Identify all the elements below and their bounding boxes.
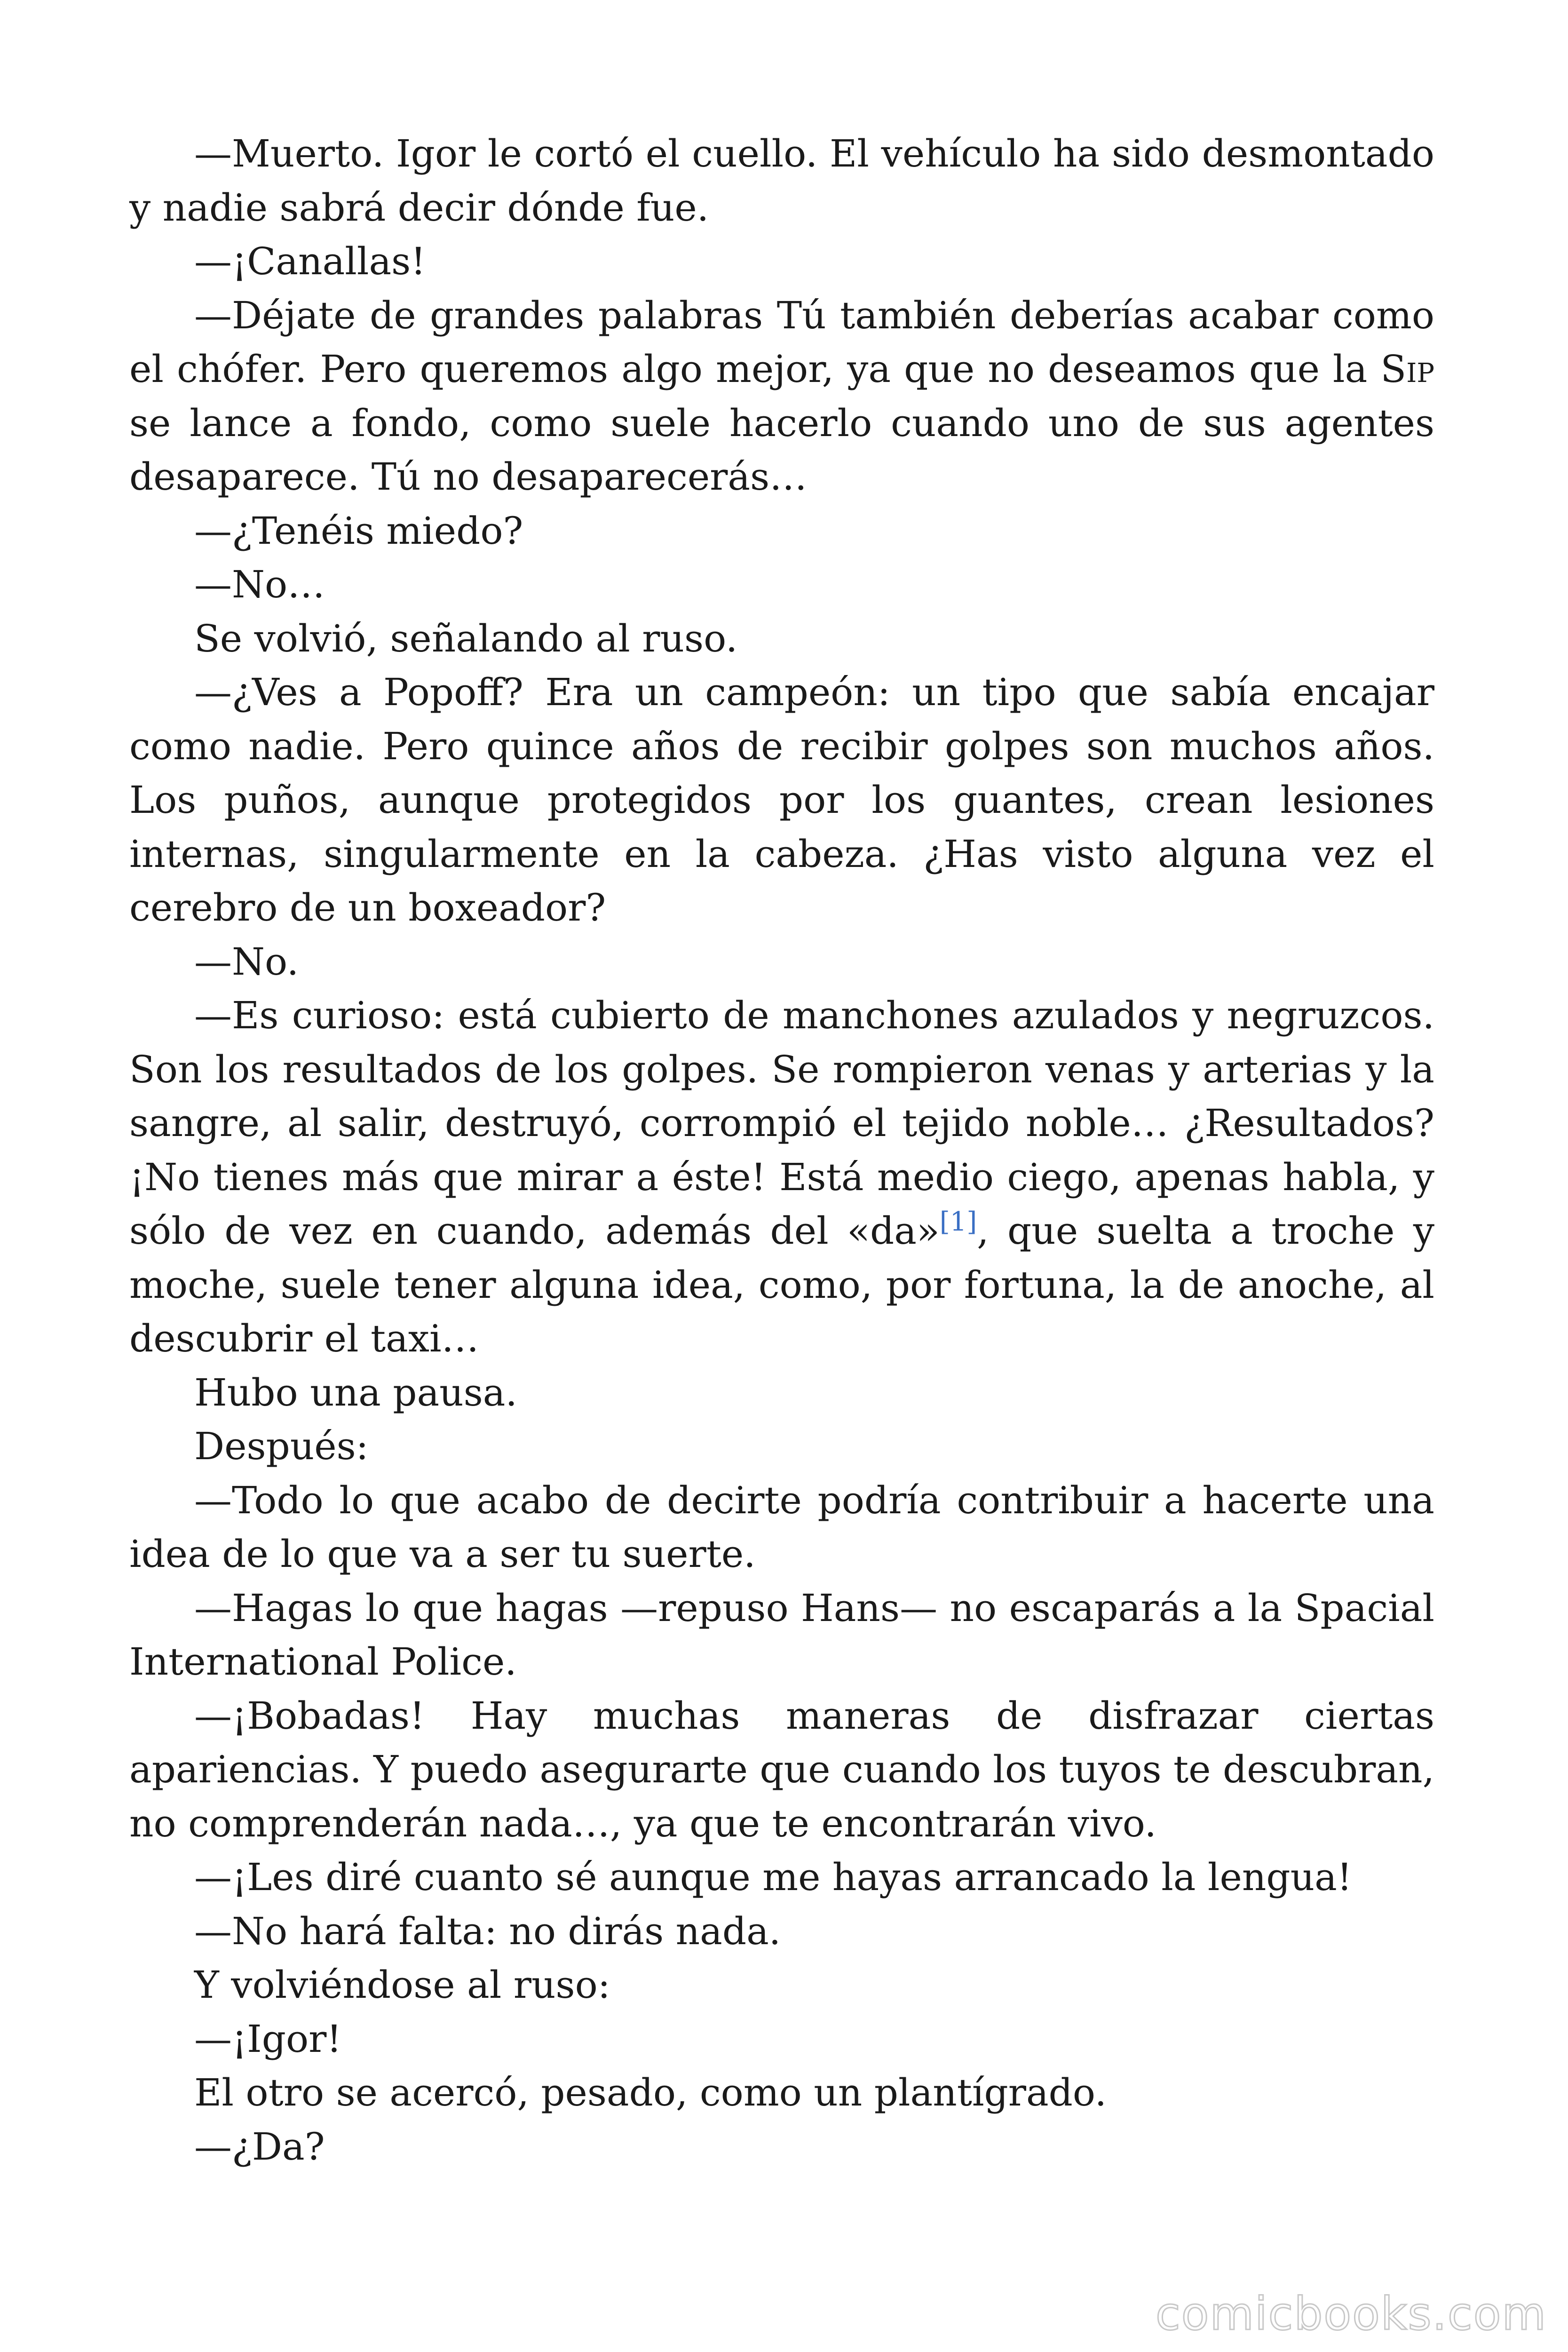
paragraph-11: Después:	[194, 1424, 369, 1468]
body-text	[129, 127, 1434, 2174]
watermark: comicbooks.com	[1155, 2288, 1547, 2340]
paragraph-4: —¿Tenéis miedo?	[194, 509, 523, 553]
paragraph-17: Y volviéndose al ruso:	[194, 1963, 610, 2007]
footnote-link[interactable]: [1]	[939, 1207, 977, 1237]
paragraph-3	[129, 289, 1434, 504]
paragraph-10: Hubo una pausa.	[194, 1370, 517, 1414]
paragraph-14: —¡Bobadas! Hay muchas maneras de disfrazar ciertas apariencias. Y puedo asegurarte que cuando los tuyos te descubran, no comprenderán nada…, ya que te encontrarán vivo.	[129, 1693, 1434, 1845]
paragraph-19: El otro se acercó, pesado, como un plantígrado.	[194, 2071, 1107, 2114]
paragraph-13: —Hagas lo que hagas —repuso Hans— no escaparás a la Spacial International Police.	[129, 1586, 1434, 1684]
paragraph-20: —¿Da?	[194, 2124, 325, 2169]
paragraph-9-text-b: , que suelta a troche y moche, suele tener alguna idea, como, por fortuna, la de anoche, al descubrir el taxi…	[129, 1209, 1435, 1360]
paragraph-2: —¡Canallas!	[194, 239, 426, 283]
paragraph-18: —¡Igor!	[194, 2017, 342, 2061]
paragraph-16: —No hará falta: no dirás nada.	[194, 1909, 781, 1953]
paragraph-1: —Muerto. Igor le cortó el cuello. El vehículo ha sido desmontado y nadie sabrá decir dónde fue.	[129, 132, 1434, 230]
paragraph-12: —Todo lo que acabo de decirte podría contribuir a hacerte una idea de lo que va a ser tu suerte.	[129, 1478, 1434, 1576]
paragraph-3-text-b: se lance a fondo, como suele hacerlo cuando uno de sus agentes desaparece. Tú no desaparecerás…	[129, 401, 1434, 499]
paragraph-8: —No.	[194, 939, 299, 984]
paragraph-9-text-a: —Es curioso: está cubierto de manchones azulados y negruzcos. Son los resultados de los golpes. Se rompieron venas y arterias y la sangre, al salir, destruyó, corrompió el tejido noble… ¿Resultados? ¡No tienes más que mirar a éste! Está medio ciego, apenas habla, y sólo de vez en cuando, además del «da»	[129, 993, 1434, 1253]
paragraph-7: —¿Ves a Popoff? Era un campeón: un tipo que sabía encajar como nadie. Pero quince años de recibir golpes son muchos años. Los puños, aunque protegidos por los guantes, crean lesiones internas, singularmente en la cabeza. ¿Has visto alguna vez el cerebro de un boxeador?	[129, 670, 1434, 930]
paragraph-9	[129, 989, 1434, 1366]
paragraph-3-text-a: —Déjate de grandes palabras Tú también deberías acabar como el chófer. Pero queremos algo mejor, ya que no deseamos que la	[129, 293, 1434, 391]
paragraph-15: —¡Les diré cuanto sé aunque me hayas arrancado la lengua!	[194, 1855, 1352, 1899]
paragraph-5: —No…	[194, 563, 325, 606]
sip-acronym: Sip	[1380, 347, 1434, 391]
paragraph-6: Se volvió, señalando al ruso.	[194, 616, 738, 660]
